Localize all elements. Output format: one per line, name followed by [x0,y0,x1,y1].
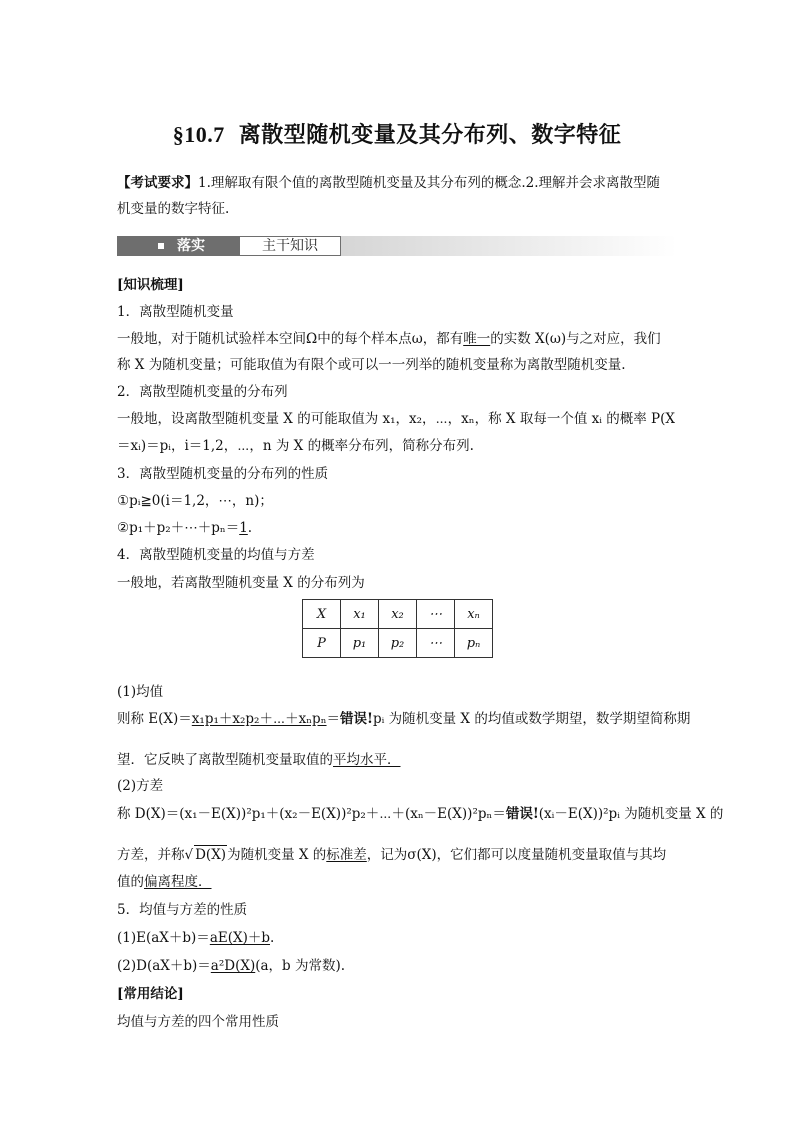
knowledge-header: [知识梳理] [117,277,184,293]
banner-dark-tab: 落实 [117,236,239,256]
std-line: 方差，并称√ D(X)为随机变量 X 的标准差，记为σ(X)，它们都可以度量随机变量取值与其均 [117,847,667,863]
std-line-2: 值的偏离程度． [117,874,212,890]
section-banner [117,236,677,256]
error-marker: 错误! [505,806,539,822]
s4-intro: 一般地，若离散型随机变量 X 的分布列为 [117,575,365,591]
table-cell: ⋯ [417,629,455,658]
table-cell: p₁ [341,629,379,658]
table-cell: pₙ [455,629,493,658]
title-text: 离散型随机变量及其分布列、数字特征 [238,122,622,148]
s1-heading: 1．离散型随机变量 [117,304,234,320]
banner-square-icon [158,243,164,249]
s3-item-2: ②p₁＋p₂＋⋯＋pₙ＝1. [117,520,253,536]
s3-heading: 3．离散型随机变量的分布列的性质 [117,466,329,482]
s4-heading: 4．离散型随机变量的均值与方差 [117,547,315,563]
s5-item-1: (1)E(aX＋b)＝aE(X)＋b. [117,930,275,946]
conclusion-header: [常用结论] [117,986,184,1002]
s5-heading: 5．均值与方差的性质 [117,902,248,918]
requirements-label: 【考试要求】 [117,175,198,191]
mean-explanation: 望．它反映了离散型随机变量取值的平均水平． [117,752,401,768]
s2-paragraph-1: 一般地，设离散型随机变量 X 的可能取值为 x₁，x₂，⋯，xₙ，称 X 取每一个值 xᵢ 的概率 P(X [117,411,675,427]
sqrt-icon: √ [184,847,194,863]
section-number: §10.7 [172,122,225,147]
table-cell: X [303,600,341,629]
table-row [303,629,493,658]
s2-heading: 2．离散型随机变量的分布列 [117,384,288,400]
mean-formula-line: 则称 E(X)＝x₁p₁＋x₂p₂＋⋯＋xₙpₙ＝错误!pᵢ 为随机变量 X 的均值或数学期望，数学期望简称期 [117,711,691,727]
table-cell: x₂ [379,600,417,629]
mean-heading: (1)均值 [117,684,164,700]
table-cell: xₙ [455,600,493,629]
s2-paragraph-2: ＝xᵢ)＝pᵢ，i＝1,2，⋯，n 为 X 的概率分布列，简称分布列. [117,438,474,454]
table-row [303,600,493,629]
error-marker: 错误! [340,711,373,727]
table-cell: x₁ [341,600,379,629]
conclusion-text: 均值与方差的四个常用性质 [117,1014,279,1030]
s1-paragraph-2: 称 X 为随机变量；可能取值为有限个或可以一一列举的随机变量称为离散型随机变量. [117,357,626,373]
banner-light-tab: 主干知识 [239,236,341,256]
requirements-line-1: 【考试要求】1.理解取有限个值的离散型随机变量及其分布列的概念.2.理解并会求离散型随 [117,175,661,191]
table-cell: P [303,629,341,658]
variance-heading: (2)方差 [117,778,164,794]
table-cell: ⋯ [417,600,455,629]
page-title [0,118,794,149]
s5-item-2: (2)D(aX＋b)＝a²D(X)(a，b 为常数). [117,958,346,974]
variance-formula-line: 称 D(X)＝(x₁－E(X))²p₁＋(x₂－E(X))²p₂＋⋯＋(xₙ－E(X))²pₙ＝错误!(xᵢ－E(X))²pᵢ 为随机变量 X 的 [117,806,724,822]
s3-item-1: ①pᵢ≧0(i＝1,2，⋯，n)； [117,493,273,509]
s1-paragraph-1: 一般地，对于随机试验样本空间Ω中的每个样本点ω，都有唯一的实数 X(ω)与之对应，我们 [117,331,661,347]
requirements-line-2: 机变量的数字特征. [117,201,230,217]
distribution-table [302,599,493,658]
table-cell: p₂ [379,629,417,658]
